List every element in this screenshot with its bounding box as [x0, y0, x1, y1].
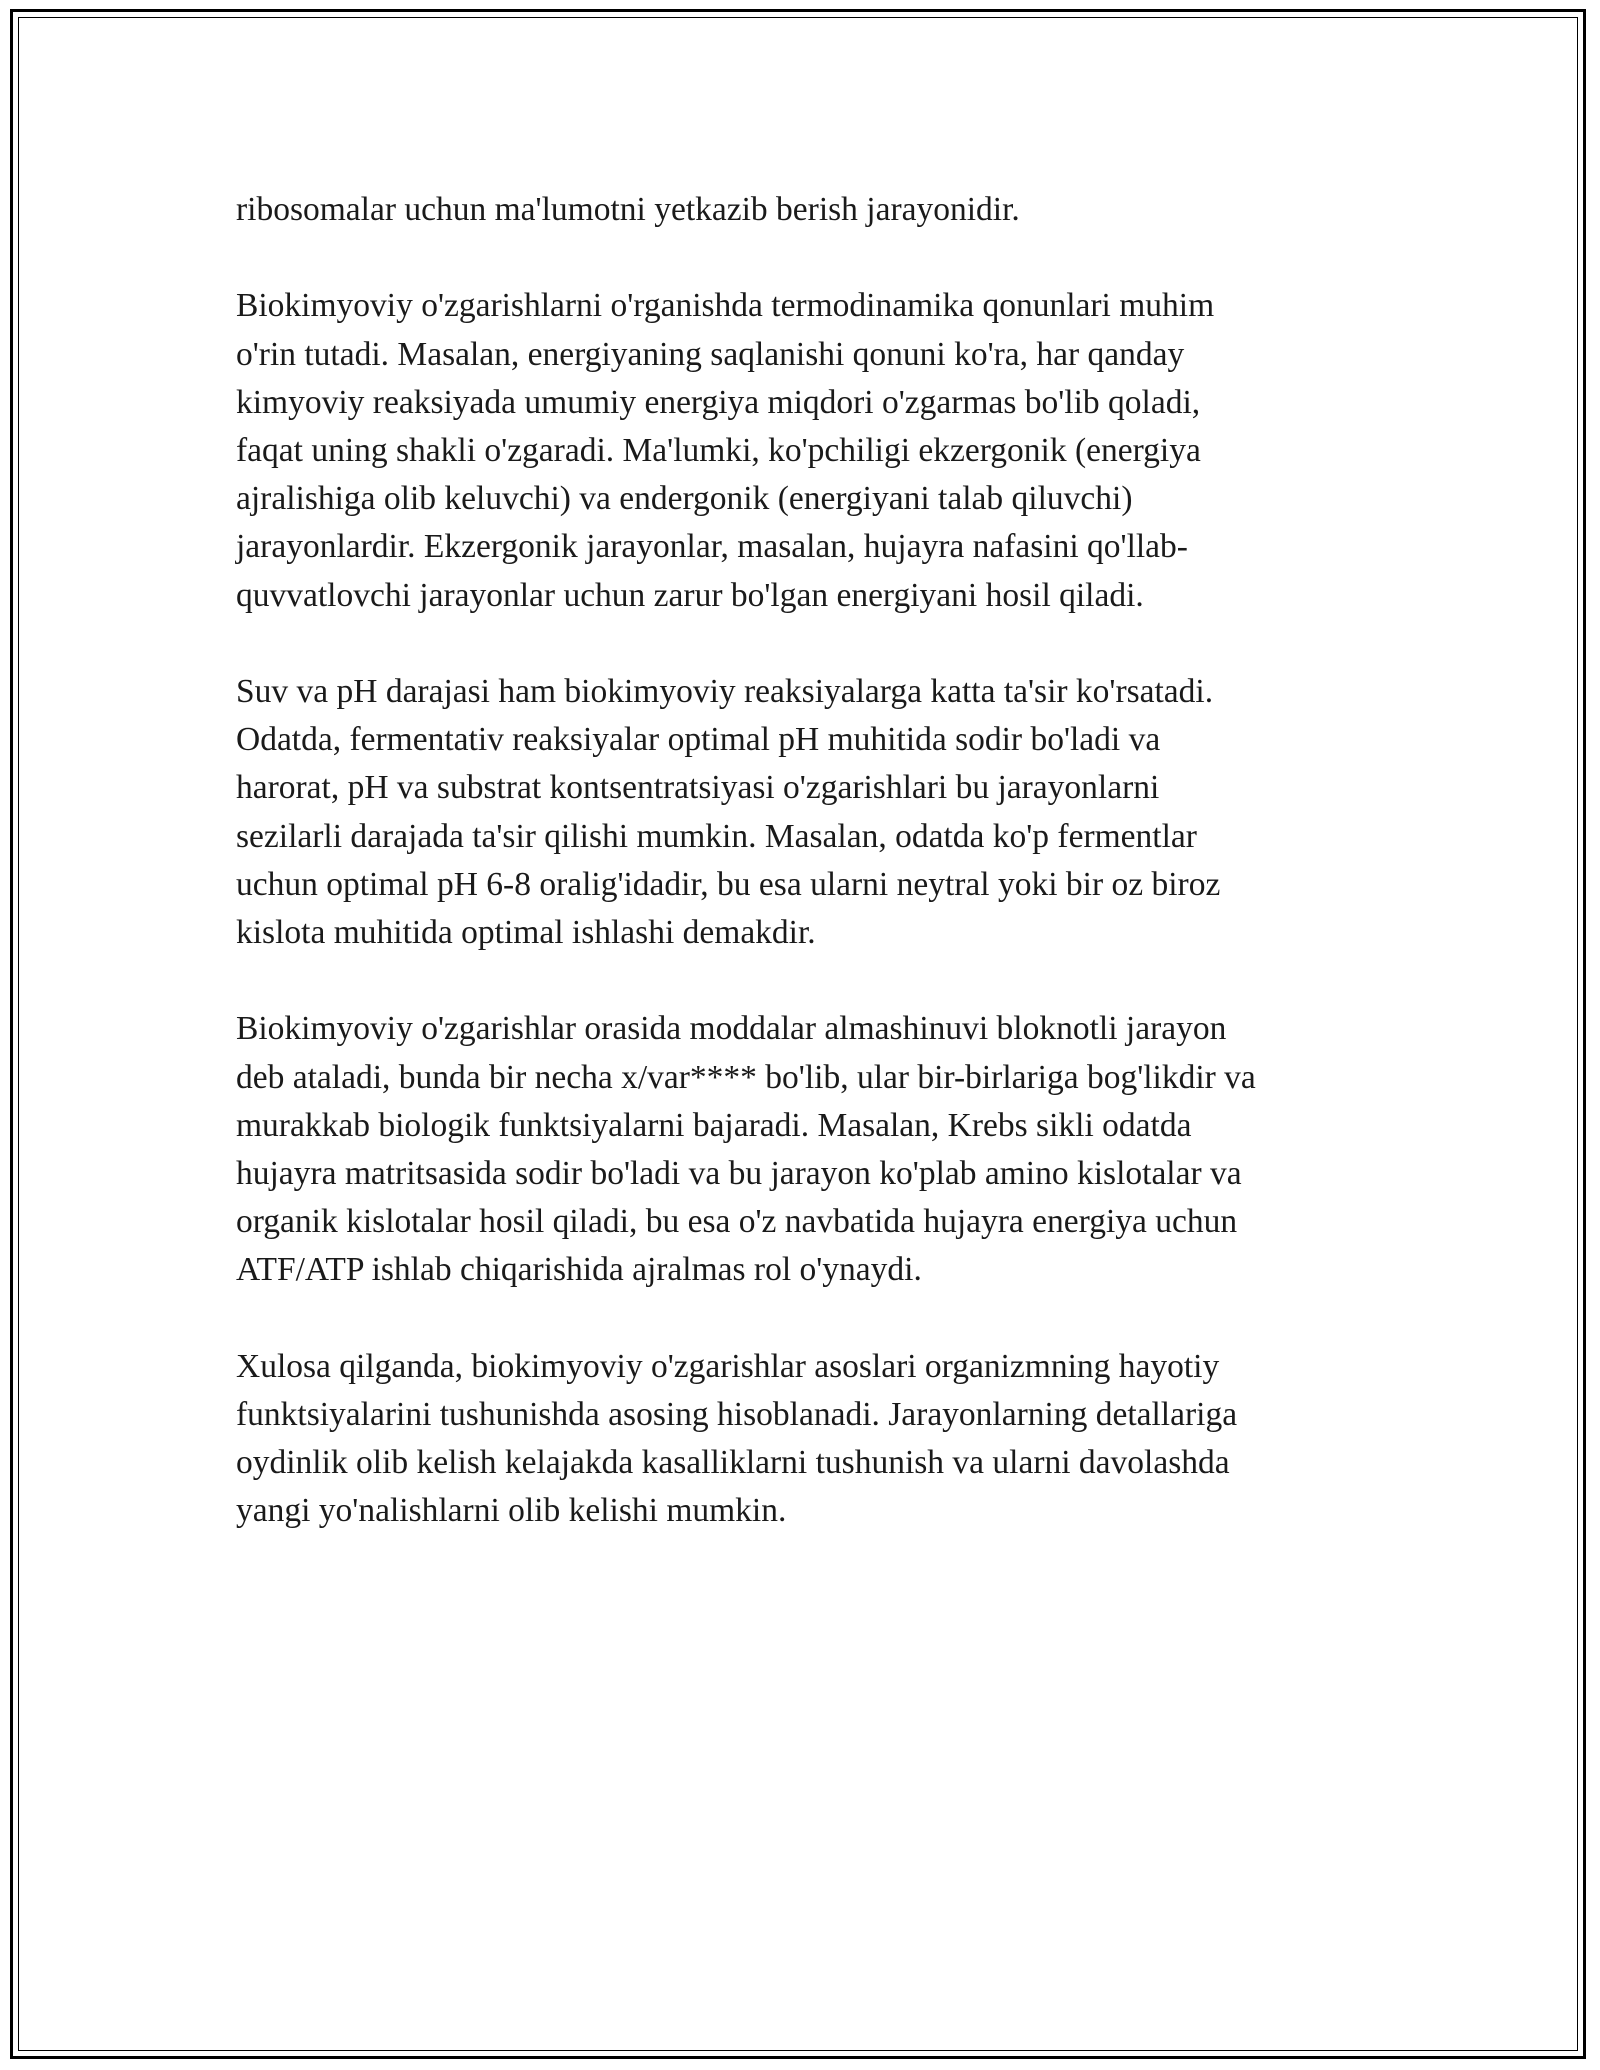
text-line: ATF/ATP ishlab chiqarishida ajralmas rol o'ynaydi.: [236, 1251, 922, 1289]
text-line: Biokimyoviy o'zgarishlarni o'rganishda termodinamika qonunlari muhim: [236, 287, 1215, 325]
text-line: ribosomalar uchun ma'lumotni yetkazib berish jarayonidir.: [236, 191, 1020, 228]
paragraph-1: [236, 186, 1366, 234]
paragraph-2: [236, 282, 1366, 619]
text-line: organik kislotalar hosil qiladi, bu esa o'z navbatida hujayra energiya uchun: [236, 1203, 1238, 1241]
text-line: uchun optimal pH 6-8 oralig'idadir, bu esa ularni neytral yoki bir oz biroz: [236, 865, 1221, 903]
text-line: Suv va pH darajasi ham biokimyoviy reaksiyalarga katta ta'sir ko'rsatadi.: [236, 673, 1214, 710]
paragraph-5: [236, 1343, 1366, 1536]
text-line: ajralishiga olib keluvchi) va endergonik (energiyani talab qiluvchi): [236, 480, 1133, 518]
document-body: [236, 186, 1366, 1584]
text-line: deb ataladi, bunda bir necha x/var**** bo'lib, ular bir-birlariga bog'likdir va: [236, 1058, 1256, 1096]
text-line: Odatda, fermentativ reaksiyalar optimal pH muhitida sodir bo'ladi va: [236, 721, 1161, 759]
text-line: harorat, pH va substrat kontsentratsiyasi o'zgarishlari bu jarayonlarni: [236, 769, 1160, 807]
paragraph-3: [236, 668, 1366, 957]
text-line: kislota muhitida optimal ishlashi demakdir.: [236, 914, 816, 952]
text-line: o'rin tutadi. Masalan, energiyaning saqlanishi qonuni ko'ra, har qanday: [236, 335, 1185, 373]
text-line: oydinlik olib kelish kelajakda kasalliklarni tushunish va ularni davolashda: [236, 1444, 1230, 1482]
text-line: Xulosa qilganda, biokimyoviy o'zgarishlar asoslari organizmning hayotiy: [236, 1347, 1220, 1385]
text-line: murakkab biologik funktsiyalarni bajaradi. Masalan, Krebs sikli odatda: [236, 1106, 1192, 1144]
text-line: faqat uning shakli o'zgaradi. Ma'lumki, ko'pchiligi ekzergonik (energiya: [236, 432, 1201, 469]
text-line: jarayonlardir. Ekzergonik jarayonlar, masalan, hujayra nafasini qo'llab-: [236, 528, 1188, 566]
text-line: hujayra matritsasida sodir bo'ladi va bu jarayon ko'plab amino kislotalar va: [236, 1155, 1242, 1193]
text-line: yangi yo'nalishlarni olib kelishi mumkin.: [236, 1492, 787, 1530]
text-line: quvvatlovchi jarayonlar uchun zarur bo'lgan energiyani hosil qiladi.: [236, 576, 1144, 614]
text-line: sezilarli darajada ta'sir qilishi mumkin. Masalan, odatda ko'p fermentlar: [236, 817, 1197, 855]
paragraph-4: [236, 1005, 1366, 1294]
text-line: Biokimyoviy o'zgarishlar orasida moddalar almashinuvi bloknotli jarayon: [236, 1010, 1227, 1048]
text-line: funktsiyalarini tushunishda asosing hisoblanadi. Jarayonlarning detallariga: [236, 1396, 1238, 1434]
text-line: kimyoviy reaksiyada umumiy energiya miqdori o'zgarmas bo'lib qoladi,: [236, 383, 1201, 421]
